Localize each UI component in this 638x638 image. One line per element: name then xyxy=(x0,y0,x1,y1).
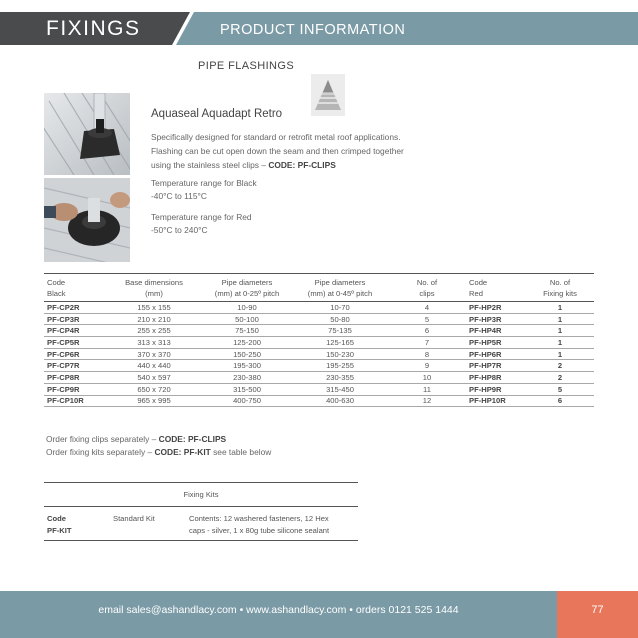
section-title: PIPE FLASHINGS xyxy=(198,60,295,72)
header-cell: clips xyxy=(388,288,466,302)
cell-base: 370 x 370 xyxy=(106,348,202,360)
cell-base: 540 x 597 xyxy=(106,372,202,384)
cell-pipe-25: 230-380 xyxy=(202,372,292,384)
kit-row xyxy=(44,507,358,526)
table-row xyxy=(44,383,594,395)
table-row xyxy=(44,360,594,372)
cell-pipe-25: 400-750 xyxy=(202,395,292,407)
cell-code-black: PF-CP5R xyxy=(44,337,106,349)
cell-code-red: PF-HP2R xyxy=(466,302,526,314)
cell-pipe-45: 195-255 xyxy=(292,360,388,372)
cell-pipe-25: 150-250 xyxy=(202,348,292,360)
cell-clips: 5 xyxy=(388,313,466,325)
cell-kits: 5 xyxy=(526,383,594,395)
header-cell: No. of xyxy=(549,277,571,287)
kit-empty-cell xyxy=(110,525,186,541)
cell-base: 650 x 720 xyxy=(106,383,202,395)
fixing-kits-table xyxy=(44,482,358,541)
temperature-black-range: -40°C to 115°C xyxy=(151,191,207,201)
kit-name: Standard Kit xyxy=(113,514,155,523)
cell-kits: 1 xyxy=(526,313,594,325)
kit-contents-line: Contents: 12 washered fasteners, 12 Hex xyxy=(189,514,329,523)
cell-clips: 4 xyxy=(388,302,466,314)
product-name: Aquaseal Aquadapt Retro xyxy=(151,108,283,120)
cell-pipe-25: 50-100 xyxy=(202,313,292,325)
table-header-row xyxy=(44,274,594,288)
kit-code-label: Code xyxy=(47,514,66,523)
header-cell: (mm) at 0-25º pitch xyxy=(202,288,292,302)
footer-contact: email sales@ashandlacy.com • www.ashandlacy.com • orders 0121 525 1444 xyxy=(98,604,459,616)
page-footer xyxy=(0,591,638,638)
cell-pipe-45: 50-80 xyxy=(292,313,388,325)
temperature-red-label: Temperature range for Red xyxy=(151,212,252,222)
cell-pipe-25: 125-200 xyxy=(202,337,292,349)
specification-table xyxy=(44,273,594,407)
kit-header-row xyxy=(44,483,358,507)
order-clips-text: Order fixing clips separately – xyxy=(46,434,159,444)
cell-pipe-25: 10-90 xyxy=(202,302,292,314)
header-cell: Red xyxy=(466,288,526,302)
table-row xyxy=(44,337,594,349)
cell-kits: 1 xyxy=(526,325,594,337)
cell-code-red: PF-HP4R xyxy=(466,325,526,337)
cell-clips: 11 xyxy=(388,383,466,395)
clips-code: CODE: PF-CLIPS xyxy=(268,160,336,170)
page-number: 77 xyxy=(591,604,604,616)
product-description xyxy=(151,130,461,172)
cell-code-black: PF-CP3R xyxy=(44,313,106,325)
table-row xyxy=(44,395,594,407)
cell-code-red: PF-HP8R xyxy=(466,372,526,384)
header-title: FIXINGS xyxy=(46,17,141,40)
cell-clips: 7 xyxy=(388,337,466,349)
cell-pipe-25: 195-300 xyxy=(202,360,292,372)
table-row xyxy=(44,372,594,384)
table-row xyxy=(44,348,594,360)
table-row xyxy=(44,302,594,314)
temperature-red-range: -50°C to 240°C xyxy=(151,225,208,235)
order-clips-code: CODE: PF-CLIPS xyxy=(158,434,227,444)
cell-code-red: PF-HP5R xyxy=(466,337,526,349)
cell-pipe-25: 75-150 xyxy=(202,325,292,337)
cell-code-black: PF-CP9R xyxy=(44,383,106,395)
header-subtitle: PRODUCT INFORMATION xyxy=(220,22,406,38)
cell-pipe-45: 400-630 xyxy=(292,395,388,407)
product-photo-fitting xyxy=(44,178,130,262)
cell-pipe-45: 315-450 xyxy=(292,383,388,395)
cell-base: 155 x 155 xyxy=(106,302,202,314)
order-kits-text: Order fixing kits separately – xyxy=(46,447,155,457)
description-line xyxy=(151,158,461,172)
table-header-row xyxy=(44,288,594,302)
order-kits-suffix: see table below xyxy=(210,447,272,457)
cell-base: 313 x 313 xyxy=(106,337,202,349)
cell-code-black: PF-CP8R xyxy=(44,372,106,384)
order-clips-note xyxy=(46,434,226,444)
cell-code-red: PF-HP3R xyxy=(466,313,526,325)
temperature-black-label: Temperature range for Black xyxy=(151,178,257,188)
page-header xyxy=(0,12,638,45)
cell-pipe-45: 230-355 xyxy=(292,372,388,384)
header-cell: (mm) at 0-45º pitch xyxy=(292,288,388,302)
cell-base: 255 x 255 xyxy=(106,325,202,337)
pyramid-logo-icon xyxy=(311,74,345,116)
order-kits-note xyxy=(46,447,271,457)
cell-code-black: PF-CP2R xyxy=(44,302,106,314)
page-number-box xyxy=(557,591,638,638)
cell-base: 210 x 210 xyxy=(106,313,202,325)
kit-contents-line: caps - silver, 1 x 80g tube silicone sealant xyxy=(186,525,358,541)
header-cell: Pipe diameters xyxy=(314,277,366,287)
header-cell: Fixing kits xyxy=(526,288,594,302)
header-cell: Pipe diameters xyxy=(221,277,273,287)
cell-clips: 12 xyxy=(388,395,466,407)
cell-pipe-45: 125-165 xyxy=(292,337,388,349)
cell-kits: 2 xyxy=(526,360,594,372)
cell-kits: 2 xyxy=(526,372,594,384)
temperature-red xyxy=(151,211,252,237)
cell-code-red: PF-HP6R xyxy=(466,348,526,360)
description-text: using the stainless steel clips – xyxy=(151,160,269,170)
table-row xyxy=(44,325,594,337)
fixing-kits-title: Fixing Kits xyxy=(44,483,358,507)
cell-pipe-45: 75-135 xyxy=(292,325,388,337)
header-cell: No. of xyxy=(416,277,438,287)
kit-row xyxy=(44,525,358,541)
description-line: Specifically designed for standard or retrofit metal roof applications. xyxy=(151,132,401,142)
cell-kits: 6 xyxy=(526,395,594,407)
cell-code-black: PF-CP10R xyxy=(44,395,106,407)
cell-code-black: PF-CP4R xyxy=(44,325,106,337)
cell-kits: 1 xyxy=(526,348,594,360)
product-photo-installed xyxy=(44,93,130,175)
cell-clips: 9 xyxy=(388,360,466,372)
kit-code-value: PF-KIT xyxy=(44,525,110,541)
cell-pipe-45: 10-70 xyxy=(292,302,388,314)
cell-pipe-45: 150-230 xyxy=(292,348,388,360)
header-cell: Code xyxy=(47,277,66,287)
table-row xyxy=(44,313,594,325)
cell-kits: 1 xyxy=(526,337,594,349)
cell-clips: 6 xyxy=(388,325,466,337)
cell-code-red: PF-HP7R xyxy=(466,360,526,372)
cell-clips: 8 xyxy=(388,348,466,360)
cell-clips: 10 xyxy=(388,372,466,384)
header-cell: Black xyxy=(44,288,106,302)
cell-code-black: PF-CP6R xyxy=(44,348,106,360)
cell-code-red: PF-HP9R xyxy=(466,383,526,395)
header-cell: Code xyxy=(469,277,488,287)
cell-base: 440 x 440 xyxy=(106,360,202,372)
description-line: Flashing can be cut open down the seam and then crimped together xyxy=(151,146,404,156)
cell-code-red: PF-HP10R xyxy=(466,395,526,407)
order-kits-code: CODE: PF-KIT xyxy=(154,447,211,457)
cell-code-black: PF-CP7R xyxy=(44,360,106,372)
header-cell: (mm) xyxy=(106,288,202,302)
header-cell: Base dimensions xyxy=(125,277,183,287)
cell-pipe-25: 315-500 xyxy=(202,383,292,395)
cell-kits: 1 xyxy=(526,302,594,314)
cell-base: 965 x 995 xyxy=(106,395,202,407)
temperature-black xyxy=(151,177,257,203)
